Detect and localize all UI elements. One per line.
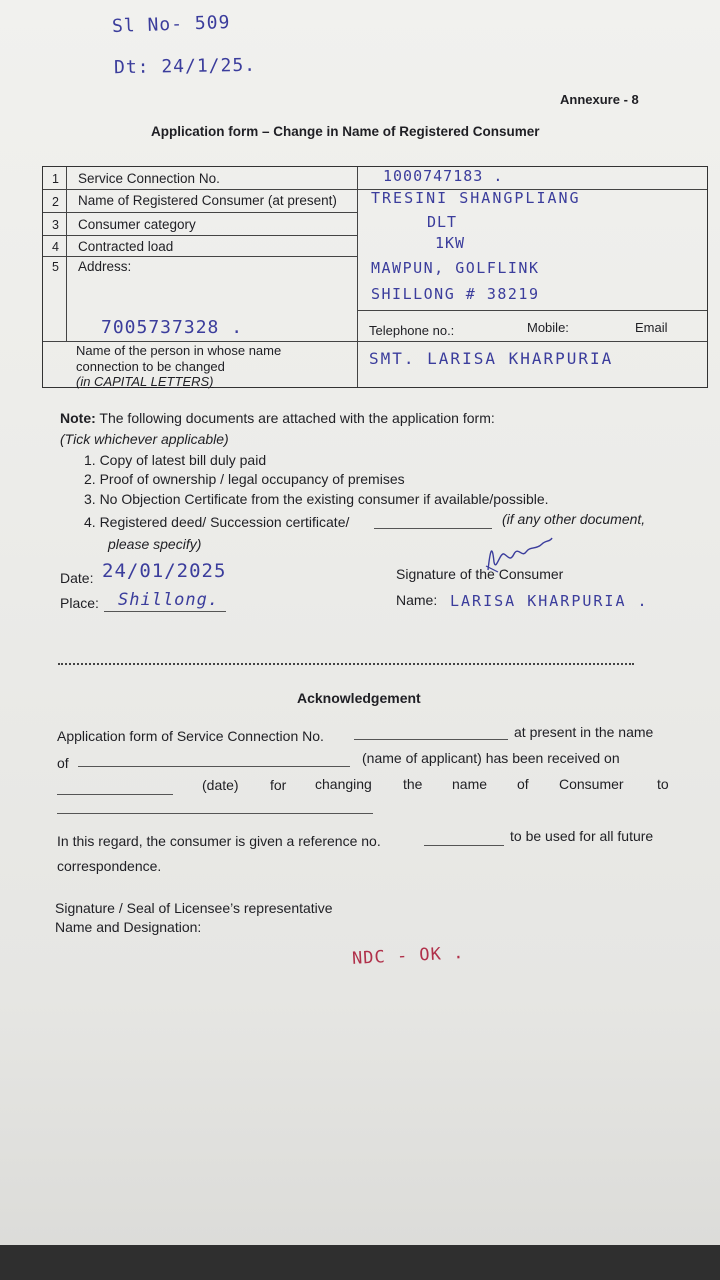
ack-line1-end: at present in the name [514,724,654,740]
row-number: 4 [52,240,59,254]
licensee-signature-label: Signature / Seal of Licensee’s representative [55,900,333,916]
ack-word: for [270,777,287,793]
new-consumer-name-value: SMT. LARISA KHARPURIA [369,349,614,368]
new-name-label-line2: connection to be changed [76,359,225,374]
form-title: Application form – Change in Name of Registered Consumer [151,124,540,139]
new-name-label-line1: Name of the person in whose name [76,343,282,358]
ack-word: to [657,776,669,792]
document-item: 3. No Objection Certificate from the existing consumer if available/possible. [84,491,549,507]
ack-word: name [452,776,488,792]
contracted-load-value: 1KW [435,234,466,252]
ack-word: (date) [202,777,239,793]
note-line [60,410,495,426]
consumer-category-value: DLT [427,213,458,231]
ack-line2-start: of [57,755,69,771]
place-value: Shillong. [118,590,220,610]
registered-consumer-label: Name of Registered Consumer (at present) [78,193,337,208]
service-connection-value: 1000747183 . [383,167,504,185]
consumer-category-label: Consumer category [78,217,196,232]
registered-consumer-value: TRESINI SHANGPLIANG [371,189,581,207]
document-item-line2: please specify) [108,536,202,552]
consumer-name-value: LARISA KHARPURIA . [450,592,649,610]
row-number: 2 [52,195,59,209]
mobile-label: Mobile: [527,320,569,335]
contracted-load-label: Contracted load [78,239,174,254]
row-number: 3 [52,218,59,232]
ack-correspondence: correspondence. [57,858,162,874]
ack-word: of [517,776,529,792]
separator-line [58,663,634,665]
row-number: 1 [52,172,59,186]
tick-instruction: (Tick whichever applicable) [60,431,229,447]
handwritten-serial-number: Sl No- 509 [111,11,231,38]
ack-line2-end: (name of applicant) has been received on [362,750,620,766]
licensee-name-label: Name and Designation: [55,919,202,935]
ack-word: changing [315,776,372,792]
handwritten-header-date: Dt: 24/1/25. [113,54,257,79]
date-value: 24/01/2025 [102,560,227,582]
place-label: Place: [60,595,99,611]
ack-reference-start: In this regard, the consumer is given a reference no. [57,833,381,849]
ack-line1-start: Application form of Service Connection No. [57,728,324,744]
email-label: Email [635,320,668,335]
address-value-line1: MAWPUN, GOLFLINK [371,259,540,277]
name-label: Name: [396,592,438,608]
consumer-details-table [42,166,708,388]
annexure-label: Annexure - 8 [560,92,639,107]
note-prefix: Note: [60,410,96,426]
address-value-line2: SHILLONG # 38219 [371,285,540,303]
note-text: The following documents are attached with the application form: [95,410,495,426]
date-label: Date: [60,570,94,586]
signature-label: Signature of the Consumer [396,566,564,582]
phone-handwritten: 7005737328 . [101,317,244,338]
ack-word: Consumer [559,776,624,792]
photo-bottom-edge [0,1245,720,1280]
row-number: 5 [52,260,59,274]
document-item: 4. Registered deed/ Succession certificate/ [84,514,350,530]
document-item: 2. Proof of ownership / legal occupancy of premises [84,471,405,487]
telephone-label: Telephone no.: [369,323,455,338]
document-item-suffix: (if any other document, [502,511,646,527]
new-name-label-line3: (in CAPITAL LETTERS) [76,374,214,389]
ack-reference-end: to be used for all future [510,828,654,844]
acknowledgement-title: Acknowledgement [297,690,421,706]
document-item: 1. Copy of latest bill duly paid [84,452,267,468]
ack-word: the [403,776,423,792]
ndc-remark: NDC - OK . [351,943,465,969]
service-connection-label: Service Connection No. [78,171,220,186]
address-label: Address: [78,259,132,274]
